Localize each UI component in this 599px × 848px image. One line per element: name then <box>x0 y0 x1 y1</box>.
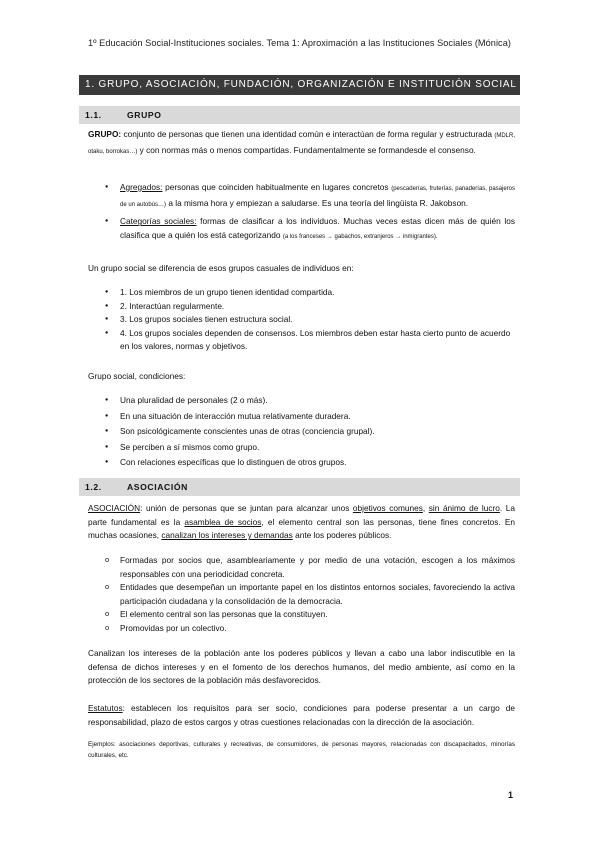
list-item: ● 4. Los grupos sociales dependen de consensos. Los miembros deben estar hasta cierto punto de acuerdo en los valores, normas y objetivos. <box>88 327 515 354</box>
list-item: o Promovidas por un colectivo. <box>88 622 515 636</box>
page-header: 1º Educación Social-Instituciones sociales. Tema 1: Aproximación a las Instituciones Sociales (Mónica) <box>88 38 511 48</box>
list-item: o Formadas por socios que, asambleariamente y por medio de una votación, escogen a los máximos responsables con una periodicidad concreta. <box>88 554 515 581</box>
text: , el elemento central son las personas, tiene fines concretos. En muchas ocasiones, <box>88 516 515 541</box>
definition-text-end: y con normas más o menos compartidas. Fundamentalmente se formandesde el consenso. <box>137 144 476 155</box>
definition-text: conjunto de personas que tienen una identidad común e interactúan de forma regular y estructurada <box>121 129 495 139</box>
text: , <box>422 503 429 513</box>
list-item: ● En una situación de interacción mutua relativamente duradera. <box>88 409 515 425</box>
subsection-number: 1.1. <box>85 110 102 120</box>
item-text-end: a la misma hora y empiezan a saludarse. Es una teoría del lingüista R. Jakobson. <box>166 197 469 208</box>
asociacion-definition <box>88 502 515 543</box>
item-text: personas que coinciden habitualmente en lugares concretos <box>162 182 392 192</box>
item-examples: (a los franceses → gabachos, extranjeros → inmigrantes). <box>282 233 438 240</box>
subsection-heading-grupo <box>79 106 520 124</box>
item-text: formas de clasificar a los individuos. Muchas veces estas dicen más de quién los clasifica que a quién los está categorizando <box>120 216 515 240</box>
conditions-list <box>88 393 515 471</box>
subsection-number: 1.2. <box>85 482 102 492</box>
list-item: ● Se perciben a sí mismos como grupo. <box>88 440 515 456</box>
definition-examples: (MDLR, otaku, borrokas…) <box>88 133 515 155</box>
item-examples: (pescaderías, fruterías, panaderías, pasajeros de un autobús…) <box>120 186 515 208</box>
subsection-title: GRUPO <box>127 110 162 120</box>
list-item: ● 2. Interactúan regularmente. <box>88 300 515 314</box>
conditions-intro: Grupo social, condiciones: <box>88 371 186 381</box>
asociacion-features-list <box>88 554 515 636</box>
grupo-types-list <box>88 181 515 247</box>
estatutos-paragraph <box>88 702 515 729</box>
subsection-title: ASOCIACIÓN <box>127 482 188 492</box>
ejemplos-note: Ejemplos: asociaciones deportivas, culturales y recreativas, de consumidores, de personas mayores, relacionadas con discapacitados, minorías culturales, etc. <box>88 741 515 759</box>
list-item: ● 1. Los miembros de un grupo tienen identidad compartida. <box>88 286 515 300</box>
text: . La parte fundamental es la <box>88 503 515 527</box>
highlight: objetivos comunes <box>352 503 423 513</box>
diff-list <box>88 286 515 354</box>
grupo-definition <box>88 128 515 159</box>
list-item: ● Con relaciones específicas que lo distinguen de otros grupos. <box>88 455 515 471</box>
diff-intro: Un grupo social se diferencia de esos grupos casuales de individuos en: <box>88 263 354 273</box>
list-item-agregados <box>88 181 515 212</box>
highlight: sin ánimo de lucro <box>428 503 500 513</box>
text: : establecen los requisitos para ser socio, condiciones para poderse presentar a un cargo de responsabilidad, plazo de estos cargos y otras cuestiones relacionadas con la dirección de la asociación. <box>88 703 515 727</box>
term-grupo: GRUPO: <box>88 129 122 139</box>
list-item: ● 3. Los grupos sociales tienen estructura social. <box>88 313 515 327</box>
list-item-categorias <box>88 215 515 244</box>
list-item: o El elemento central son las personas que la constituyen. <box>88 608 515 622</box>
subsection-heading-asociacion <box>79 478 520 496</box>
asociacion-paragraph: Canalizan los intereses de la población ante los poderes públicos y llevan a cabo una labor indiscutible en la defensa de dichos intereses y en el fomento de los derechos humanos, del medio ambiente, así como en la protección de los sectores de la población más desfavorecidos. <box>88 648 515 686</box>
list-item: ● Una pluralidad de personales (2 o más). <box>88 393 515 409</box>
highlight: canalizan los intereses y demandas <box>161 530 293 541</box>
term-asociacion: ASOCIACIÓN <box>88 503 141 513</box>
term-estatutos: Estatutos <box>88 703 123 713</box>
list-item: ● Son psicológicamente conscientes unas de otras (conciencia grupal). <box>88 424 515 440</box>
text: ante los poderes públicos. <box>292 530 392 541</box>
list-item: o Entidades que desempeñan un importante papel en los distintos entornos sociales, favoreciendo la activa participación ciudadana y la consolidación de la democracia. <box>88 581 515 608</box>
text: : unión de personas que se juntan para alcanzar unos <box>140 503 353 513</box>
term-categorias: Categorías sociales: <box>120 216 197 227</box>
page-number: 1 <box>508 790 514 800</box>
term-agregados: Agregados: <box>120 182 163 192</box>
highlight: asamblea de socios <box>184 516 262 527</box>
section-title: 1. GRUPO, ASOCIACIÓN, FUNDACIÓN, ORGANIZACIÓN E INSTITUCIÓN SOCIAL <box>79 75 520 95</box>
